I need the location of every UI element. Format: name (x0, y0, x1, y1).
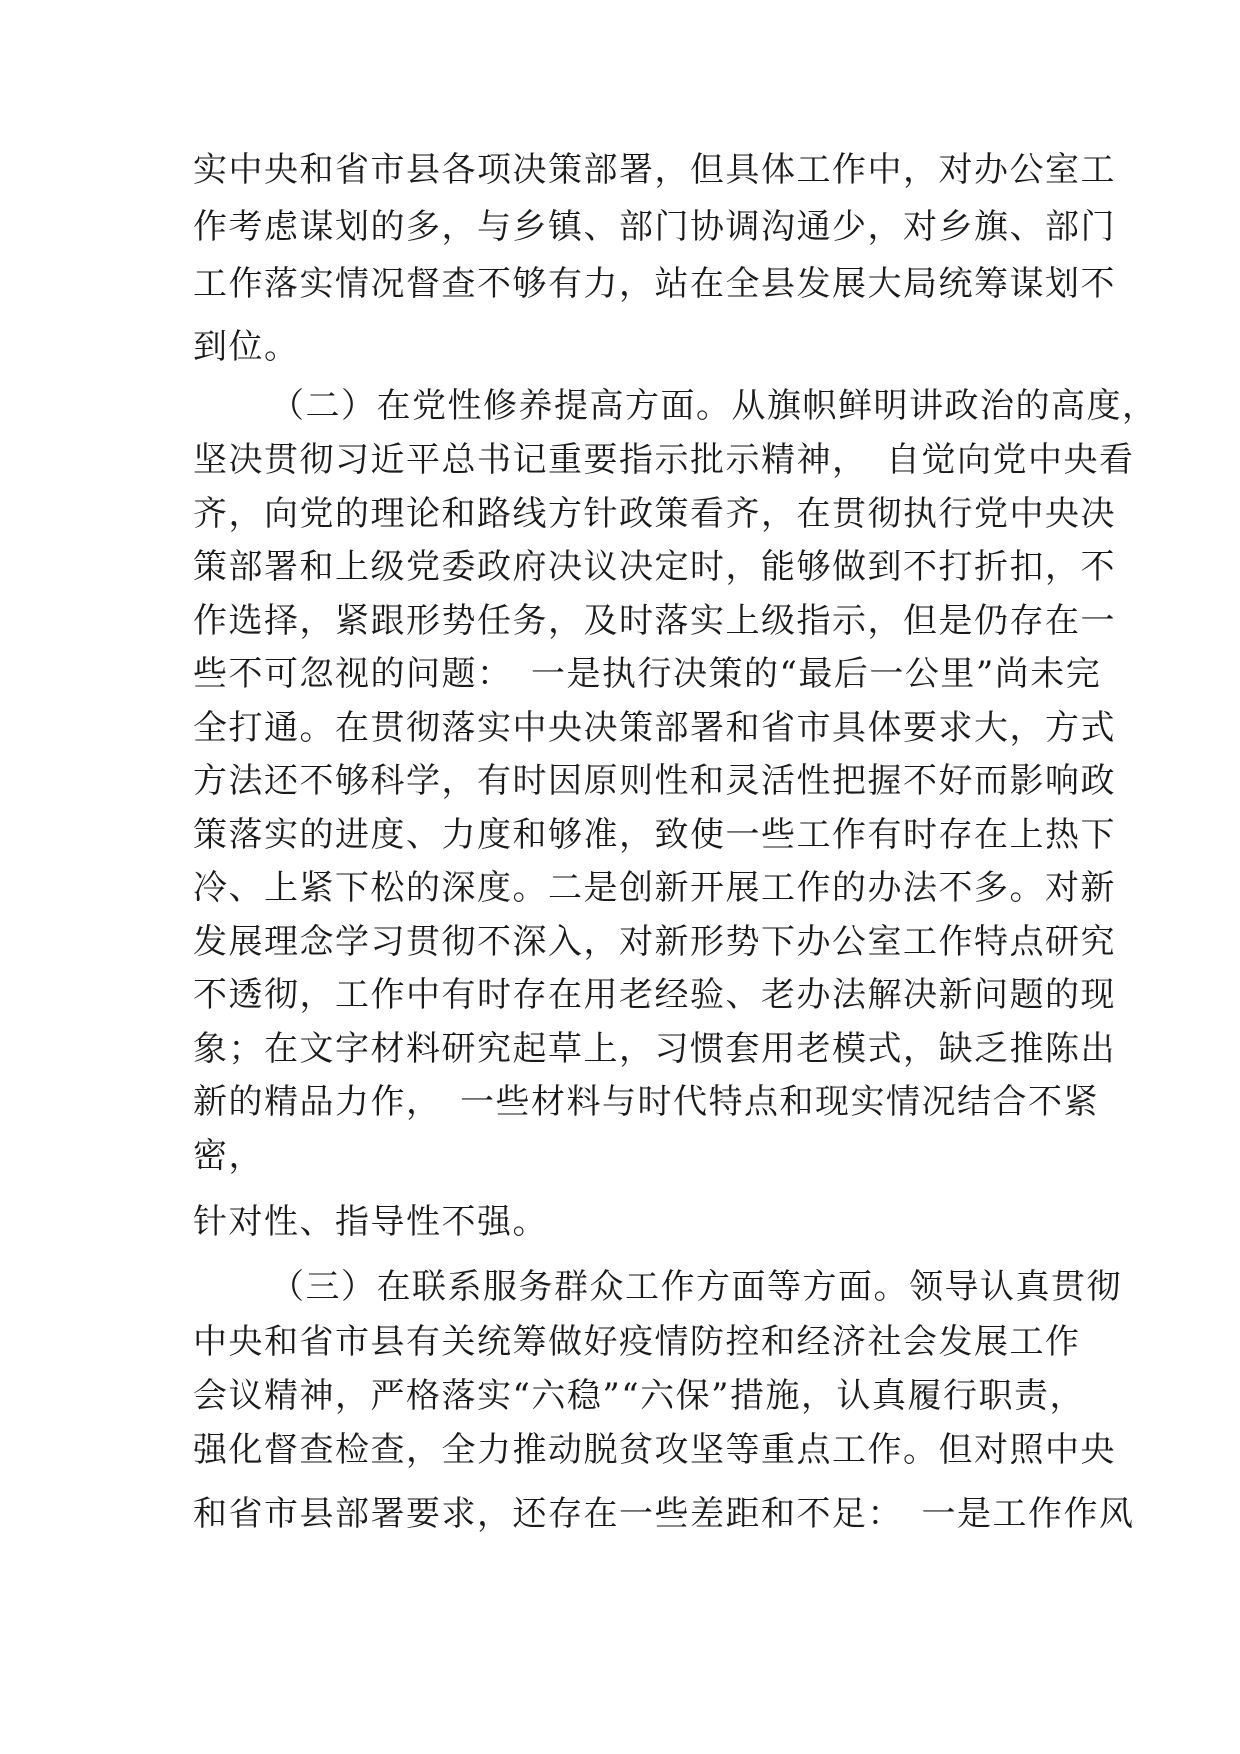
text-line: 象；在文字材料研究起草上，习惯套用老模式，缺乏推陈出 (193, 1029, 1116, 1069)
text-line: 密， (193, 1136, 264, 1176)
text-line: 和省市县部署要求，还存在一些差距和不足： 一是工作作风 (193, 1494, 1135, 1534)
text-line: 齐，向党的理论和路线方针政策看齐，在贯彻执行党中央决 (193, 494, 1116, 534)
text-line: 些不可忽视的问题： 一是执行决策的“最后一公里”尚未完 (193, 654, 1102, 694)
text-line: 会议精神，严格落实“六稳”“六保”措施，认真履行职责， (193, 1376, 1086, 1416)
text-line: 强化督查检查，全力推动脱贫攻坚等重点工作。但对照中央 (193, 1430, 1116, 1470)
text-line: 发展理念学习贯彻不深入，对新形势下办公室工作特点研究 (193, 922, 1116, 962)
text-line: 冷、上紧下松的深度。二是创新开展工作的办法不多。对新 (193, 868, 1116, 908)
text-line: 作选择，紧跟形势任务，及时落实上级指示，但是仍存在一 (193, 601, 1116, 641)
text-line: 新的精品力作， 一些材料与时代特点和现实情况结合不紧 (193, 1082, 1099, 1122)
paragraph-heading-line: （三）在联系服务群众工作方面等方面。领导认真贯彻 (270, 1267, 1122, 1307)
text-line: 全打通。在贯彻落实中央决策部署和省市具体要求大，方式 (193, 708, 1116, 748)
text-line: 不透彻，工作中有时存在用老经验、老办法解决新问题的现 (193, 975, 1116, 1015)
text-line: 策落实的进度、力度和够准，致使一些工作有时存在上热下 (193, 815, 1116, 855)
text-line: 中央和省市县有关统筹做好疫情防控和经济社会发展工作 (193, 1322, 1081, 1362)
text-line: 到位。 (193, 327, 300, 367)
text-line: 作考虑谋划的多，与乡镇、部门协调沟通少，对乡旗、部门 (193, 207, 1116, 247)
text-line: 工作落实情况督查不够有力，站在全县发展大局统筹谋划不 (193, 264, 1116, 304)
text-line: 方法还不够科学，有时因原则性和灵活性把握不好而影响政 (193, 761, 1116, 801)
text-line: 实中央和省市县各项决策部署，但具体工作中，对办公室工 (193, 150, 1116, 190)
text-line: 针对性、指导性不强。 (193, 1202, 548, 1242)
text-line: 坚决贯彻习近平总书记重要指示批示精神， 自觉向党中央看 (193, 440, 1135, 480)
paragraph-heading-line: （二）在党性修养提高方面。从旗帜鲜明讲政治的高度， (270, 386, 1158, 426)
text-line: 策部署和上级党委政府决议决定时，能够做到不打折扣，不 (193, 547, 1116, 587)
